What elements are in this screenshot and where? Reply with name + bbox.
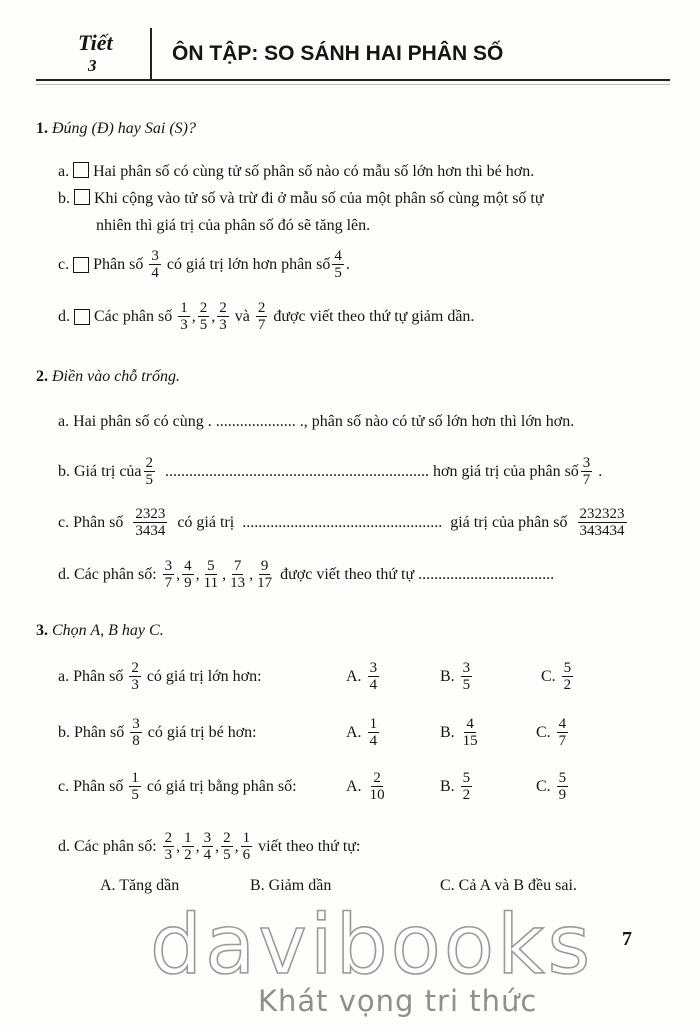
s3d-option-a[interactable]: A. Tăng dần <box>100 877 180 894</box>
s3c-option-c[interactable]: C. $\frac{5}{9}$ <box>536 770 567 803</box>
fraction: $\frac{3}{8}$ <box>132 716 140 749</box>
blank-2b[interactable]: .................................................................. <box>165 462 430 480</box>
lesson-label: Tiết <box>78 30 113 55</box>
fraction: $\frac{3}{4}$ <box>151 248 159 281</box>
checkbox-1c[interactable] <box>73 257 89 273</box>
s3-item-d: d. Các phân số: $\frac{2}{3}$ , $\frac{1}{2}$ , $\frac{3}{4}$ , $\frac{2}{5}$ , $\frac{1}{6}$ viết theo thứ tự: <box>58 830 361 863</box>
fraction: $\frac{5}{11}$ <box>203 558 219 591</box>
fraction: $\frac{3}{4}$ <box>203 830 212 863</box>
watermark-slogan: Khát vọng tri thức <box>258 984 538 1018</box>
s1-item-a: a. Hai phân số có cùng tử số phân số nào có mẫu số lớn hơn thì bé hơn. <box>58 163 535 180</box>
s3c-option-a[interactable]: A. $\frac{2}{10}$ <box>346 770 385 803</box>
checkbox-1a[interactable] <box>73 162 89 178</box>
page-number: 7 <box>622 928 632 950</box>
fraction: $\frac{2323}{3434}$ <box>135 506 166 539</box>
s3d-option-c[interactable]: C. Cả A và B đều sai. <box>440 877 577 894</box>
checkbox-1b[interactable] <box>74 189 90 205</box>
fraction: $\frac{3}{4}$ <box>369 660 378 693</box>
blank-2c[interactable]: .................................................. <box>242 513 443 531</box>
fraction: $\frac{2}{3}$ <box>164 830 173 863</box>
fraction: $\frac{5}{2}$ <box>563 660 572 693</box>
fraction: $\frac{2}{5}$ <box>223 830 231 863</box>
s3c-option-b[interactable]: B. $\frac{5}{2}$ <box>440 770 471 803</box>
header-vertical-divider <box>150 28 152 80</box>
s2-item-b: b. Giá trị của $\frac{2}{5}$ .................................................................. hơn giá trị của phân số $\frac{3}{7}$ . <box>58 455 603 488</box>
section-1-heading: 1. Đúng (Đ) hay Sai (S)? <box>36 120 196 137</box>
fraction: $\frac{4}{5}$ <box>334 248 342 281</box>
s3a-option-a[interactable]: A. $\frac{3}{4}$ <box>346 660 378 693</box>
fraction: $\frac{2}{3}$ <box>219 300 227 333</box>
fraction: $\frac{5}{2}$ <box>462 770 471 803</box>
fraction: $\frac{1}{2}$ <box>184 830 192 863</box>
s3a-option-c[interactable]: C. $\frac{5}{2}$ <box>541 660 572 693</box>
s1-item-b-line2: nhiên thì giá trị của phân số đó sẽ tăng lên. <box>96 217 371 234</box>
section-2-heading: 2. Điền vào chỗ trống. <box>36 368 180 385</box>
fraction: $\frac{2}{10}$ <box>369 770 385 803</box>
s3a-option-b[interactable]: B. $\frac{3}{5}$ <box>440 660 471 693</box>
s3-item-b: b. Phân số $\frac{3}{8}$ có giá trị bé hơn: <box>58 716 257 749</box>
s2-item-c: c. Phân số $\frac{2323}{3434}$ có giá trị .................................................. giá trị của phân số $\frac{232323}{343434}$ <box>58 506 625 539</box>
fraction: $\frac{4}{15}$ <box>462 716 478 749</box>
lesson-number: 3 <box>88 56 97 75</box>
fraction: $\frac{1}{5}$ <box>131 770 139 803</box>
fraction: $\frac{2}{3}$ <box>131 660 139 693</box>
fraction: $\frac{9}{17}$ <box>257 558 273 591</box>
s3d-option-b[interactable]: B. Giảm dần <box>250 877 332 894</box>
fraction: $\frac{4}{7}$ <box>558 716 567 749</box>
s3b-option-b[interactable]: B. $\frac{4}{15}$ <box>440 716 478 749</box>
header-rule <box>36 79 670 81</box>
fraction: $\frac{4}{9}$ <box>184 558 192 591</box>
checkbox-1d[interactable] <box>74 309 90 325</box>
watermark-brand: davibooks <box>150 898 594 993</box>
s1-item-b: b. Khi cộng vào tử số và trừ đi ở mẫu số của một phân số cùng một số tự <box>58 190 544 207</box>
s1-item-c: c. Phân số $\frac{3}{4}$ có giá trị lớn hơn phân số $\frac{4}{5}$ . <box>58 248 350 281</box>
fraction: $\frac{5}{9}$ <box>558 770 567 803</box>
fraction: $\frac{3}{5}$ <box>462 660 471 693</box>
fraction: $\frac{2}{5}$ <box>199 300 208 333</box>
header-rule-thin <box>36 84 670 85</box>
s3-item-c: c. Phân số $\frac{1}{5}$ có giá trị bằng phân số: <box>58 770 297 803</box>
s2-item-a: a. Hai phân số có cùng . .................... ., phân số nào có tử số lớn hơn thì lớn hơn. <box>58 413 575 430</box>
fraction: $\frac{3}{7}$ <box>582 455 591 488</box>
blank-2d[interactable]: .................................. <box>418 565 555 583</box>
fraction: $\frac{1}{6}$ <box>242 830 251 863</box>
s3b-option-a[interactable]: A. $\frac{1}{4}$ <box>346 716 378 749</box>
fraction: $\frac{3}{7}$ <box>164 558 173 591</box>
fraction: $\frac{232323}{343434}$ <box>579 506 625 539</box>
s2-item-d: d. Các phân số: $\frac{3}{7}$ , $\frac{4}{9}$ , $\frac{5}{11}$ , $\frac{7}{13}$ , $\frac{9}{17}$ được viết theo thứ tự .................................. <box>58 558 555 591</box>
fraction: $\frac{2}{5}$ <box>145 455 154 488</box>
fraction: $\frac{1}{4}$ <box>369 716 378 749</box>
fraction: $\frac{1}{3}$ <box>180 300 188 333</box>
fraction: $\frac{2}{7}$ <box>257 300 266 333</box>
s1-item-d: d. Các phân số $\frac{1}{3}$ , $\frac{2}{5}$ , $\frac{2}{3}$ và $\frac{2}{7}$ được viết theo thứ tự giảm dần. <box>58 300 475 333</box>
fraction: $\frac{7}{13}$ <box>230 558 246 591</box>
section-3-heading: 3. Chọn A, B hay C. <box>36 622 164 639</box>
s3b-option-c[interactable]: C. $\frac{4}{7}$ <box>536 716 567 749</box>
page-title: ÔN TẬP: SO SÁNH HAI PHÂN SỐ <box>172 42 504 65</box>
s3-item-a: a. Phân số $\frac{2}{3}$ có giá trị lớn hơn: <box>58 660 262 693</box>
